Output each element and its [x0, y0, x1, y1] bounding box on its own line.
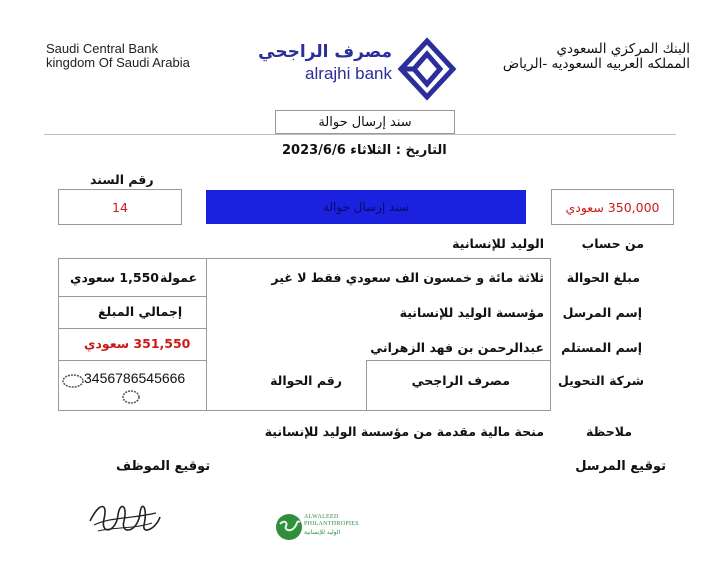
document-date: التاريخ : الثلاثاء 2023/6/6 — [282, 143, 447, 158]
receiver-value: عبدالرحمن بن فهد الزهراني — [370, 340, 544, 355]
amount-value: 350,000 سعودي — [565, 199, 660, 215]
document-title — [275, 110, 455, 134]
header-divider — [44, 134, 676, 135]
alwaleed-stamp — [274, 512, 364, 556]
country-name-en: kingdom Of Saudi Arabia — [46, 55, 190, 70]
commission-label: عمولة — [160, 270, 198, 285]
grid-divider-vertical — [206, 258, 207, 411]
alrajhi-logo — [258, 36, 468, 106]
transfer-number-label: رقم الحوالة — [270, 373, 342, 388]
logo-text-ar: مصرف الراجحي — [258, 42, 392, 62]
company-value: مصرف الراجحي — [411, 373, 510, 388]
signature-scribble — [86, 495, 164, 541]
grid-line-3 — [58, 360, 207, 361]
voucher-number-box — [58, 189, 182, 225]
total-label: إجمالي المبلغ — [98, 304, 183, 319]
document-title-text: سند إرسال حوالة — [318, 114, 412, 130]
stamp-line-3: الوليد للإنسانية — [304, 529, 341, 536]
total-value: 351,550 سعودي — [84, 336, 191, 351]
commission-value: 1,550 سعودي — [70, 270, 159, 285]
sender-label: إسم المرسل — [562, 305, 642, 320]
bank-name-en: Saudi Central Bank — [46, 41, 159, 56]
account-value: الوليد للإنسانية — [452, 236, 544, 251]
transfer-amount-label: مبلغ الحوالة — [566, 270, 640, 285]
logo-text-en: alrajhi bank — [305, 64, 392, 83]
country-name-ar: المملكه العربيه السعوديه -الرياض — [502, 56, 690, 72]
alrajhi-emblem-icon — [396, 36, 458, 102]
company-label: شركة التحويل — [557, 373, 644, 388]
employee-signature-label: توقيع الموظف — [116, 459, 211, 474]
transfer-number-value: 3456786545666 — [84, 370, 186, 386]
note-label: ملاحظة — [586, 424, 632, 439]
sender-signature-label: توقيع المرسل — [575, 459, 666, 474]
amount-box — [551, 189, 674, 225]
grid-line-1 — [58, 296, 207, 297]
account-label: من حساب — [581, 236, 644, 251]
stamp-mark-icon — [62, 374, 84, 388]
voucher-number: 14 — [112, 199, 128, 215]
stamp-line-2: PHILANTHROPIES — [304, 521, 359, 527]
globe-icon — [274, 512, 304, 542]
bank-name-ar: البنك المركزي السعودي — [556, 41, 690, 57]
sender-value: مؤسسة الوليد للإنسانية — [399, 305, 544, 320]
voucher-banner — [206, 190, 526, 224]
note-value: منحة مالية مقدمة من مؤسسة الوليد للإنسانية — [264, 424, 544, 439]
voucher-number-label: رقم السند — [90, 172, 154, 187]
transfer-amount-words: ثلاثة مائة و خمسون الف سعودي فقط لا غير — [271, 270, 544, 285]
grid-line-2 — [58, 328, 207, 329]
stamp-line-1: ALWALEED — [304, 514, 339, 520]
receiver-label: إسم المستلم — [561, 340, 642, 355]
stamp-mark-icon-2 — [122, 390, 140, 404]
voucher-banner-text: سند إرسال حوالة — [322, 200, 410, 214]
